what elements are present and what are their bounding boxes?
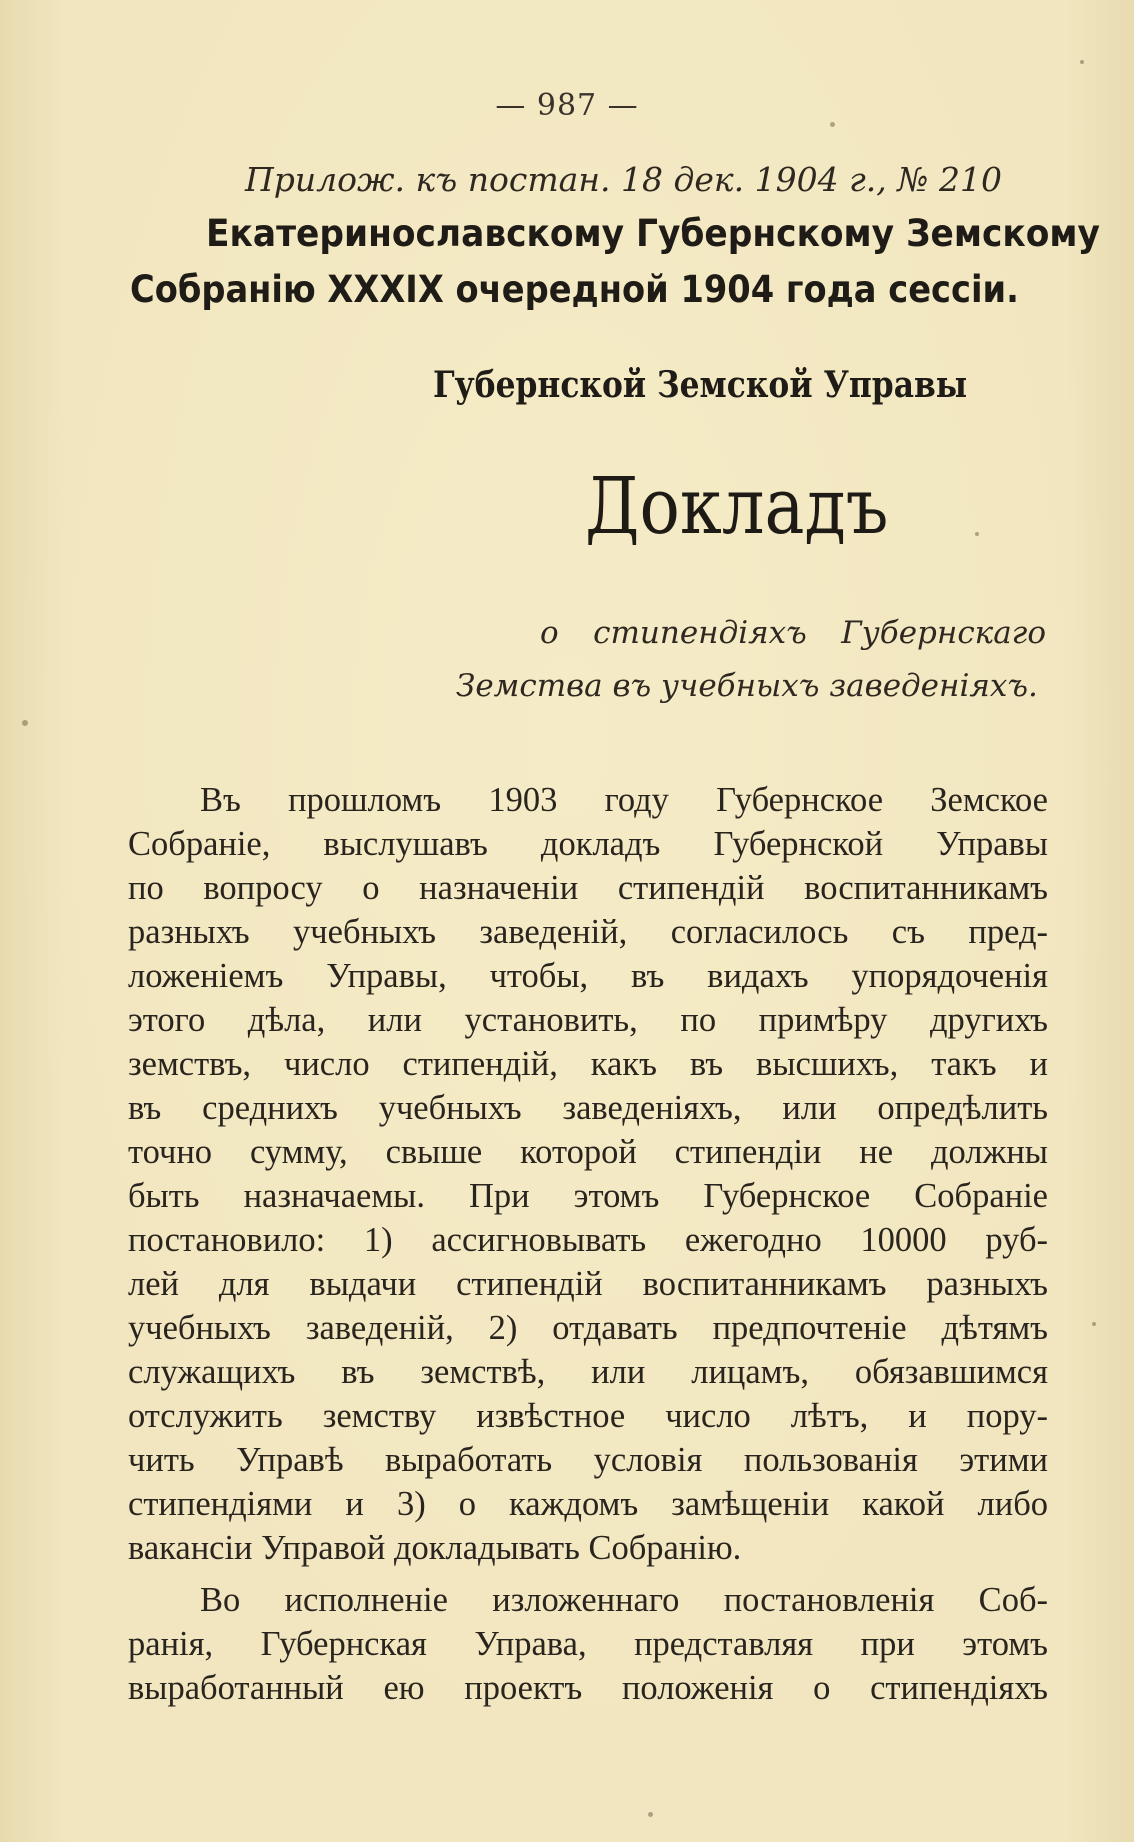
paragraph-2 (128, 1578, 1048, 1710)
text-line: выработанный ею проектъ положенія о стипендіяхъ (128, 1669, 1048, 1707)
annex-note: Прилож. къ постан. 18 дек. 1904 г., № 210 (245, 160, 1002, 199)
text-line: постановило: 1) ассигновывать ежегодно 10000 руб- (128, 1221, 1048, 1259)
heading-line-3: Губернской Земской Управы (433, 364, 968, 406)
page-number: — 987 — (495, 88, 639, 123)
text-line: отслужить земству извѣстное число лѣтъ, и пору- (128, 1397, 1048, 1435)
text-line: ложеніемъ Управы, чтобы, въ видахъ упорядоченія (128, 957, 1048, 995)
text-line: этого дѣла, или установить, по примѣру другихъ (128, 1001, 1048, 1039)
heading-line-1: Екатеринославскому Губернскому Земскому (206, 212, 1100, 255)
report-title: Докладъ (585, 462, 889, 552)
subtitle-line-1: о стипендіяхъ Губернскаго (540, 615, 1046, 651)
text-line: точно сумму, свыше которой стипендіи не должны (128, 1133, 1048, 1171)
paper-speck (648, 1812, 653, 1817)
text-line: чить Управѣ выработать условія пользованія этими (128, 1441, 1048, 1479)
text-line: лей для выдачи стипендій воспитанникамъ разныхъ (128, 1265, 1048, 1303)
heading-line-2: Собранію XXXIX очередной 1904 года сессіи. (130, 268, 1019, 311)
paper-speck (1080, 60, 1084, 64)
text-line: Въ прошломъ 1903 году Губернское Земское (200, 781, 1048, 819)
text-line: въ среднихъ учебныхъ заведеніяхъ, или опредѣлить (128, 1089, 1048, 1127)
paper-speck (1092, 1322, 1096, 1326)
paper-speck (830, 122, 835, 127)
text-line: учебныхъ заведеній, 2) отдавать предпочтеніе дѣтямъ (128, 1309, 1048, 1347)
text-line: Собраніе, выслушавъ докладъ Губернской Управы (128, 825, 1048, 863)
text-line: стипендіями и 3) о каждомъ замѣщеніи какой либо (128, 1485, 1048, 1523)
text-line: быть назначаемы. При этомъ Губернское Собраніе (128, 1177, 1048, 1215)
text-line: по вопросу о назначеніи стипендій воспитанникамъ (128, 869, 1048, 907)
subtitle-line-2: Земства въ учебныхъ заведеніяхъ. (456, 668, 1038, 704)
text-line: служащихъ въ земствѣ, или лицамъ, обязавшимся (128, 1353, 1048, 1391)
paragraph-1 (128, 778, 1048, 1570)
paper-speck (975, 532, 979, 536)
paper-speck (22, 720, 28, 726)
text-line: разныхъ учебныхъ заведеній, согласилось съ пред- (128, 913, 1048, 951)
text-line: ранія, Губернская Управа, представляя при этомъ (128, 1625, 1048, 1663)
text-line: Во исполненіе изложеннаго постановленія Соб- (200, 1581, 1048, 1619)
text-line: земствъ, число стипендій, какъ въ высшихъ, такъ и (128, 1045, 1048, 1083)
text-line: вакансіи Управой докладывать Собранію. (128, 1529, 742, 1567)
